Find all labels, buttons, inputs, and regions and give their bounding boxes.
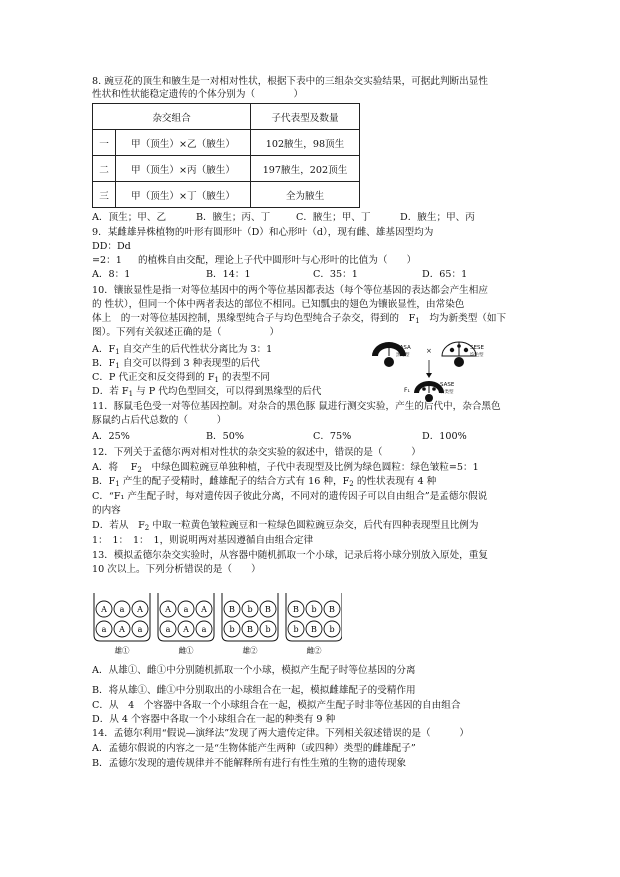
container-label: 雌② <box>306 646 322 655</box>
ball-label: A <box>101 605 107 614</box>
row-number: 三 <box>93 182 116 208</box>
ball-label: A <box>165 605 171 614</box>
ball-label: b <box>311 605 317 614</box>
arrow-head-icon <box>426 373 432 378</box>
q12-option-d-text: 中取一粒黄色皱粒豌豆和一粒绿色圆粒豌豆杂交，后代有四种表现型且比例为 <box>152 520 479 531</box>
q8-stem-line2: 性状和性状能稳定遗传的个体分别为（ ） <box>92 89 304 100</box>
q10-stem-line3-text: 体上 的一对等位基因控制，黑缘型纯合子与均色型纯合子杂交，得到的 <box>92 313 399 324</box>
q9-stem-line3b: 的植株自由交配，理论上子代中圆形叶与心形叶的比值为（ ） <box>138 255 417 266</box>
container-female-1 <box>158 593 214 655</box>
cross-symbol: × <box>426 347 432 355</box>
ball-label: b <box>293 625 299 634</box>
q10-option-c: C．P 代正交和反交得到的 $F_1$ 的表型不同 <box>92 372 271 384</box>
q9-stem-line1: 9．某雌雄异株植物的叶形有圆形叶（D）和心形叶（d），现有雌、雄基因型均为 <box>92 227 434 238</box>
row-result: 197腋生，202顶生 <box>251 156 360 182</box>
row-result: 全为腋生 <box>251 182 360 208</box>
row-number: 二 <box>93 156 116 182</box>
ball-label: a <box>183 605 189 614</box>
q9-option-c: C．35：1 <box>313 269 358 280</box>
ball-label: B <box>229 605 235 614</box>
q10-option-a: A．$F_1$ 自交产生的后代性状分离比为 3：1 <box>92 344 273 356</box>
ball-label: b <box>265 625 271 634</box>
container-female-2 <box>286 593 342 655</box>
parent2-type: 均色型 <box>470 353 484 358</box>
ball-label: b <box>247 605 253 614</box>
q12-option-d-cont: 1： 1： 1： 1，则说明两对基因遵循自由组合定律 <box>92 535 314 546</box>
q9-stem-line2: DD：Dd <box>92 241 131 252</box>
q12-option-b-tail: 的性状表现有 4 种 <box>356 476 437 487</box>
q12-option-a: A．将 $F_2$ 中绿色圆粒豌豆单独种植，子代中表现型及比例为绿色圆粒：绿色皱粒=5：1 <box>92 462 479 474</box>
q13-option-d: D．从 4 个容器中各取一个小球组合在一起的种类有 9 种 <box>92 714 336 725</box>
parent1-type: 黑缘型 <box>396 353 410 358</box>
q9-option-b: B．14：1 <box>206 269 251 280</box>
q13-stem-line1: 13．模拟孟德尔杂交实验时，从容器中随机抓取一个小球，记录后将小球分别放入原处，重复 <box>92 550 488 561</box>
q8-option-a: A．顶生；甲、乙 <box>92 212 167 223</box>
ball-label: B <box>311 625 317 634</box>
q13-option-c: C．从 4 个容器中各取一个小球组合在一起，模拟产生配子时非等位基因的自由组合 <box>92 700 461 711</box>
ball-label: B <box>265 605 271 614</box>
q10-option-d-text: P 代均色型回交，可以得到黑缘型的后代 <box>148 386 322 397</box>
table-header-row <box>93 104 360 130</box>
f1-label: F₁ <box>404 387 410 394</box>
q10-option-c-text: C．P 代正交和反交得到的 <box>92 372 205 383</box>
q13-option-a: A．从雄①、雌①中分别随机抓取一个小球，模拟产生配子时等位基因的分离 <box>92 665 416 676</box>
header-offspring: 子代表型及数量 <box>251 104 360 130</box>
parent2-genotype: SESE <box>470 345 484 351</box>
ball-label: B <box>329 605 335 614</box>
ball-label: a <box>119 605 125 614</box>
q10-option-b: B．$F_1$ 自交可以得到 3 种表现型的后代 <box>92 358 260 370</box>
row-result: 102腋生，98顶生 <box>251 130 360 156</box>
q12-option-c: C．“F₁ 产生配子时，每对遗传因子彼此分离，不同对的遗传因子可以自由组合”是孟德尔假说 <box>92 491 488 502</box>
q8-option-b: B．腋生；丙、丁 <box>196 212 271 223</box>
q12-option-a-text: 中绿色圆粒豌豆单独种植，子代中表现型及比例为绿色圆粒：绿色皱粒=5：1 <box>151 462 479 473</box>
ball-label: A <box>119 625 125 634</box>
q12-stem: 12．下列关于孟德尔两对相对性状的杂交实验的叙述中，错误的是（ ） <box>92 447 421 458</box>
q8-option-c: C．腋生；甲、丁 <box>296 212 371 223</box>
q9-stem-line3a: =2：1 <box>92 255 122 266</box>
q12-option-d: D．若从 $F_2$ 中取一粒黄色皱粒豌豆和一粒绿色圆粒豌豆杂交，后代有四种表现型且比例为 <box>92 520 479 532</box>
q14-stem: 14．孟德尔利用“假说—演绎法”发现了两大遗传定律。下列相关叙述错误的是（ ） <box>92 728 469 739</box>
ball-label: a <box>165 625 171 634</box>
ball-label: a <box>201 625 207 634</box>
q10-stem-line3: 体上 的一对等位基因控制，黑缘型纯合子与均色型纯合子杂交，得到的 $F_1$ 均为新类型（如下 <box>92 313 507 325</box>
ball-label: B <box>247 625 253 634</box>
q13-stem-line2: 10 次以上。下列分析错误的是（ ） <box>92 564 261 575</box>
q11-stem-line1: 11．豚鼠毛色受一对等位基因控制。对杂合的黑色豚 鼠进行测交实验，产生的后代中，杂合黑色 <box>92 401 501 412</box>
container-label: 雌① <box>178 646 194 655</box>
q11-option-c: C．75% <box>313 431 352 442</box>
container-male-1 <box>94 593 150 655</box>
row-combo: 甲（顶生）×丁（腋生） <box>116 182 251 208</box>
container-label: 雄① <box>114 646 130 655</box>
row-combo: 甲（顶生）×丙（腋生） <box>116 156 251 182</box>
ball-label: A <box>201 605 207 614</box>
q8-cross-table <box>92 103 360 208</box>
ball-label: A <box>183 625 189 634</box>
q10-option-b-text: 自交可以得到 3 种表现型的后代 <box>122 358 260 369</box>
q11-stem-line2: 豚鼠约占后代总数的（ ） <box>92 415 227 426</box>
q10-option-d: D．若 $F_1$ 与 P 代均色型回交，可以得到黑缘型的后代 <box>92 386 322 398</box>
q8-stem-line1: 8. 豌豆花的顶生和腋生是一对相对性状，根据下表中的三组杂交实验结果，可据此判断出显性 <box>92 76 488 87</box>
ball-label: a <box>101 625 107 634</box>
q13-option-b: B．将从雄①、雌①中分别取出的小球组合在一起，模拟雌雄配子的受精作用 <box>92 685 416 696</box>
row-number: 一 <box>93 130 116 156</box>
q11-option-a: A．25% <box>92 431 130 442</box>
ball-label: a <box>137 625 143 634</box>
container-label: 雄② <box>242 646 258 655</box>
q11-option-d: D．100% <box>422 431 467 442</box>
q14-option-b: B．孟德尔发现的遗传规律并不能解释所有进行有性生殖的生物的遗传现象 <box>92 758 407 769</box>
row-combo: 甲（顶生）×乙（腋生） <box>116 130 251 156</box>
q10-stem-line1: 10．镶嵌显性是指一对等位基因中的两个等位基因都表达（每个等位基因的表达都会产生相应 <box>92 285 488 296</box>
q12-option-b: B．$F_1$ 产生的配子受精时，雌雄配子的结合方式有 16 种，$F_2$ 的性状表现有 4 种 <box>92 476 437 488</box>
parent1-genotype: SASA <box>396 345 411 351</box>
q9-option-d: D．65：1 <box>422 269 468 280</box>
f1-type: 新类型 <box>440 390 454 395</box>
q9-option-a: A．8：1 <box>92 269 131 280</box>
q10-stem-line3-tail: 均为新类型（如下 <box>429 313 507 324</box>
ball-label: B <box>293 605 299 614</box>
ladybug-cross-figure <box>366 338 496 402</box>
ball-label: A <box>137 605 143 614</box>
ball-containers-figure <box>92 585 342 657</box>
q11-option-b: B．50% <box>206 431 244 442</box>
q10-option-c-tail: 的表型不同 <box>222 372 271 383</box>
q12-option-b-text: 产生的配子受精时，雌雄配子的结合方式有 16 种， <box>122 476 343 487</box>
q12-option-c-cont: 的内容 <box>92 505 121 516</box>
header-cross-combo: 杂交组合 <box>93 104 251 130</box>
ball-label: b <box>329 625 335 634</box>
q10-option-a-text: 自交产生的后代性状分离比为 3：1 <box>122 344 273 355</box>
f1-genotype: SASE <box>440 382 455 388</box>
table-row <box>93 156 360 182</box>
q10-stem-line2: 的 性状），但同一个体中两者表达的部位不相同。已知瓢虫的翅色为镶嵌显性，由常染色 <box>92 299 465 310</box>
q8-option-d: D．腋生；甲、丙 <box>400 212 475 223</box>
q10-option-d-mid: 与 <box>136 386 146 397</box>
container-male-2 <box>222 593 278 655</box>
ball-label: b <box>229 625 235 634</box>
table-row <box>93 130 360 156</box>
q10-stem-line4: 图）。下列有关叙述正确的是（ ） <box>92 327 280 338</box>
q14-option-a: A．孟德尔假说的内容之一是“生物体能产生两种（或四种）类型的雌雄配子” <box>92 743 416 754</box>
table-row <box>93 182 360 208</box>
